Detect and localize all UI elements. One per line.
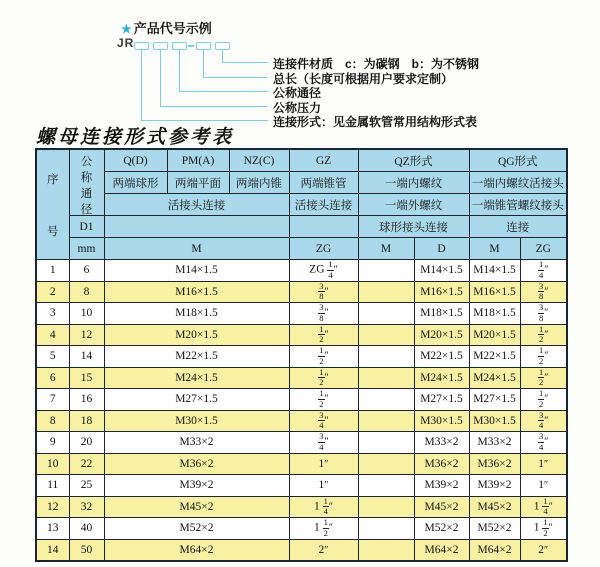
cell-m-thread: M14×1.5 <box>104 260 289 282</box>
cell-gz-thread: 1″ <box>289 475 358 497</box>
table-row <box>36 281 567 303</box>
code-box <box>153 42 168 50</box>
cell-gz-thread: $\frac{1}{2}$ ″ <box>289 324 358 346</box>
cell-qg-zg: $\frac{3}{4}$ ″ <box>520 410 567 432</box>
cell-dn: 50 <box>69 539 104 561</box>
cell-qg-zg: $\frac{1}{2}$ ″ <box>520 324 567 346</box>
connector-line <box>141 50 142 120</box>
th-conn-qz: 一端外螺纹 <box>358 194 469 216</box>
th-desc-qz: 一端内螺纹 <box>358 172 469 194</box>
cell-gz-thread: $\frac{1}{2}$ ″ <box>289 367 358 389</box>
cell-qz-m <box>358 432 414 454</box>
code-box <box>134 42 149 50</box>
table-row <box>36 539 567 561</box>
cell-qz-d: M24×1.5 <box>414 367 469 389</box>
th-desc-qg: 一端内螺纹活接头 <box>469 172 567 194</box>
code-dash <box>188 45 194 47</box>
cell-qg-zg: $\frac{1}{4}$ ″ <box>520 260 567 282</box>
cell-m-thread: M39×2 <box>104 475 289 497</box>
cell-serial: 4 <box>36 324 69 346</box>
connector-line <box>222 62 268 63</box>
cell-qz-m <box>358 539 414 561</box>
cell-serial: 6 <box>36 367 69 389</box>
cell-qz-m <box>358 389 414 411</box>
cell-serial: 11 <box>36 475 69 497</box>
cell-qz-m <box>358 518 414 540</box>
cell-qg-zg: 2″ <box>520 539 567 561</box>
th-conn-qg: 一端锥管螺纹接头 <box>469 194 567 216</box>
cell-m-thread: M18×1.5 <box>104 303 289 325</box>
diagram-label-nominal-pressure: 公称压力 <box>273 101 322 115</box>
cell-serial: 3 <box>36 303 69 325</box>
cell-m-thread: M33×2 <box>104 432 289 454</box>
th-thread-qz-d: D <box>414 238 469 260</box>
th-conn-gz: 活接头连接 <box>289 194 358 216</box>
cell-dn: 20 <box>69 432 104 454</box>
cell-qz-d: M14×1.5 <box>414 260 469 282</box>
cell-serial: 1 <box>36 260 69 282</box>
cell-gz-thread: $\frac{3}{4}$ ″ <box>289 410 358 432</box>
cell-qg-zg: $\frac{3}{4}$ ″ <box>520 432 567 454</box>
th-group-qg: QG形式 <box>469 149 567 172</box>
cell-dn: 10 <box>69 303 104 325</box>
th-thread-qz-m: M <box>358 238 414 260</box>
th-group-qd: Q(D) <box>104 149 167 172</box>
cell-m-thread: M45×2 <box>104 496 289 518</box>
cell-serial: 7 <box>36 389 69 411</box>
cell-dn: 16 <box>69 389 104 411</box>
cell-qz-m <box>358 410 414 432</box>
connector-line <box>179 91 268 92</box>
cell-qg-m: M18×1.5 <box>469 303 520 325</box>
cell-qg-m: M16×1.5 <box>469 281 520 303</box>
cell-dn: 32 <box>69 496 104 518</box>
cell-dn: 8 <box>69 281 104 303</box>
th-desc-pma: 两端平面 <box>167 172 229 194</box>
table-row <box>36 453 567 475</box>
th-unit: mm <box>69 238 104 260</box>
cell-qz-d: M52×2 <box>414 518 469 540</box>
cell-qg-m: M22×1.5 <box>469 346 520 368</box>
th-thread-qg-zg: ZG <box>520 238 567 260</box>
cell-qg-m: M14×1.5 <box>469 260 520 282</box>
cell-gz-thread: $\frac{1}{2}$ ″ <box>289 346 358 368</box>
cell-gz-thread: 1 $\frac{1}{4}$ ″ <box>289 496 358 518</box>
cell-qz-d: M33×2 <box>414 432 469 454</box>
connector-line <box>222 50 223 62</box>
cell-qz-d: M45×2 <box>414 496 469 518</box>
cell-serial: 12 <box>36 496 69 518</box>
diagram-label-nominal-diameter: 公称通径 <box>273 86 322 100</box>
cell-qz-m <box>358 496 414 518</box>
cell-dn: 22 <box>69 453 104 475</box>
code-box <box>215 42 230 50</box>
connector-line <box>160 50 161 106</box>
diagram-label-connection-form: 连接形式：见金属软管常用结构形式表 <box>273 115 478 129</box>
cell-qg-m: M36×2 <box>469 453 520 475</box>
cell-serial: 9 <box>36 432 69 454</box>
th-group-qz: QZ形式 <box>358 149 469 172</box>
cell-dn: 15 <box>69 367 104 389</box>
cell-dn: 25 <box>69 475 104 497</box>
cell-dn: 6 <box>69 260 104 282</box>
cell-qz-d: M18×1.5 <box>414 303 469 325</box>
cell-qz-d: M20×1.5 <box>414 324 469 346</box>
cell-gz-thread: 2″ <box>289 539 358 561</box>
cell-qz-m <box>358 453 414 475</box>
th-thread-qg-m: M <box>469 238 520 260</box>
cell-gz-thread: 1″ <box>289 453 358 475</box>
cell-qz-d: M64×2 <box>414 539 469 561</box>
connector-line <box>203 77 268 78</box>
th-d1: D1 <box>69 216 104 238</box>
cell-dn: 40 <box>69 518 104 540</box>
code-box <box>172 42 187 50</box>
cell-gz-thread: $\frac{3}{8}$ ″ <box>289 303 358 325</box>
cell-qg-m: M64×2 <box>469 539 520 561</box>
th-desc-nzc: 两端内锥 <box>229 172 289 194</box>
cell-serial: 14 <box>36 539 69 561</box>
cell-m-thread: M24×1.5 <box>104 367 289 389</box>
cell-qz-m <box>358 475 414 497</box>
th-desc-qd: 两端球形 <box>104 172 167 194</box>
cell-qg-zg: $\frac{1}{2}$ ″ <box>520 389 567 411</box>
product-code-prefix: JR <box>117 36 135 50</box>
table-title: 螺母连接形式参考表 <box>36 127 235 148</box>
cell-dn: 14 <box>69 346 104 368</box>
connector-line <box>179 50 180 91</box>
cell-qz-d: M22×1.5 <box>414 346 469 368</box>
cell-gz-thread: $\frac{1}{2}$ ″ <box>289 389 358 411</box>
table-row <box>36 367 567 389</box>
diagram-heading <box>121 18 212 37</box>
th-empty <box>289 216 358 238</box>
cell-qg-zg: 1″ <box>520 453 567 475</box>
cell-gz-thread: ZG $\frac{1}{4}$ ″ <box>289 260 358 282</box>
cell-qg-m: M24×1.5 <box>469 367 520 389</box>
cell-serial: 2 <box>36 281 69 303</box>
th-group-pma: PM(A) <box>167 149 229 172</box>
cell-qz-d: M30×1.5 <box>414 410 469 432</box>
diagram-heading-text: 产品代号示例 <box>133 21 212 36</box>
cell-qz-m <box>358 303 414 325</box>
cell-dn: 12 <box>69 324 104 346</box>
cell-qg-zg: $\frac{3}{8}$ ″ <box>520 303 567 325</box>
cell-qg-m: M39×2 <box>469 475 520 497</box>
table-row <box>36 389 567 411</box>
cell-gz-thread: $\frac{3}{4}$ ″ <box>289 432 358 454</box>
table-row <box>36 324 567 346</box>
th-group-nzc: NZ(C) <box>229 149 289 172</box>
cell-qz-m <box>358 367 414 389</box>
cell-m-thread: M20×1.5 <box>104 324 289 346</box>
cell-serial: 13 <box>36 518 69 540</box>
cell-qg-zg: $\frac{1}{2}$ ″ <box>520 367 567 389</box>
th-serial: 序 号 <box>36 149 69 260</box>
cell-serial: 8 <box>36 410 69 432</box>
th-connect: 连接 <box>469 216 567 238</box>
cell-qg-zg: 1″ <box>520 475 567 497</box>
table-row <box>36 303 567 325</box>
th-group-gz: GZ <box>289 149 358 172</box>
th-conn-union: 活接头连接 <box>104 194 289 216</box>
cell-qg-m: M45×2 <box>469 496 520 518</box>
table-body <box>36 260 567 562</box>
diagram-label-total-length: 总长（长度可根据用户要求定制） <box>273 72 454 86</box>
cell-qg-m: M30×1.5 <box>469 410 520 432</box>
cell-qg-m: M20×1.5 <box>469 324 520 346</box>
cell-serial: 10 <box>36 453 69 475</box>
cell-serial: 5 <box>36 346 69 368</box>
cell-qg-zg: 1 $\frac{1}{4}$ ″ <box>520 496 567 518</box>
cell-m-thread: M36×2 <box>104 453 289 475</box>
diagram-label-material: 连接件材质 c：为碳钢 b：为不锈钢 <box>273 57 480 71</box>
table-row <box>36 518 567 540</box>
cell-m-thread: M22×1.5 <box>104 346 289 368</box>
cell-qz-d: M16×1.5 <box>414 281 469 303</box>
cell-qz-m <box>358 346 414 368</box>
cell-qz-d: M36×2 <box>414 453 469 475</box>
table-row <box>36 475 567 497</box>
cell-qg-zg: $\frac{1}{2}$ ″ <box>520 346 567 368</box>
th-nominal-diameter: 公 称 通 径 <box>69 149 104 216</box>
cell-qg-m: M52×2 <box>469 518 520 540</box>
table-row <box>36 346 567 368</box>
cell-m-thread: M27×1.5 <box>104 389 289 411</box>
connector-line <box>160 106 268 107</box>
code-box <box>196 42 211 50</box>
table-row <box>36 432 567 454</box>
cell-qz-d: M39×2 <box>414 475 469 497</box>
th-empty <box>104 216 289 238</box>
cell-qz-m <box>358 281 414 303</box>
cell-m-thread: M30×1.5 <box>104 410 289 432</box>
table-row <box>36 496 567 518</box>
th-ball-joint: 球形接头连接 <box>358 216 469 238</box>
cell-qz-d: M27×1.5 <box>414 389 469 411</box>
cell-m-thread: M16×1.5 <box>104 281 289 303</box>
cell-qg-m: M27×1.5 <box>469 389 520 411</box>
cell-qz-m <box>358 260 414 282</box>
nut-connection-reference-table <box>35 148 568 562</box>
cell-dn: 18 <box>69 410 104 432</box>
star-icon: ★ <box>121 22 132 36</box>
cell-qg-zg: $\frac{3}{8}$ ″ <box>520 281 567 303</box>
cell-m-thread: M64×2 <box>104 539 289 561</box>
table-row <box>36 260 567 282</box>
connector-line <box>203 50 204 77</box>
cell-gz-thread: $\frac{3}{8}$ ″ <box>289 281 358 303</box>
table-row <box>36 410 567 432</box>
connector-line <box>141 120 268 121</box>
cell-gz-thread: 1 $\frac{1}{2}$ ″ <box>289 518 358 540</box>
cell-m-thread: M52×2 <box>104 518 289 540</box>
th-desc-gz: 两端锥管 <box>289 172 358 194</box>
cell-qz-m <box>358 324 414 346</box>
th-thread-m: M <box>104 238 289 260</box>
th-thread-zg: ZG <box>289 238 358 260</box>
cell-qg-zg: 1 $\frac{1}{2}$ ″ <box>520 518 567 540</box>
cell-qg-m: M33×2 <box>469 432 520 454</box>
